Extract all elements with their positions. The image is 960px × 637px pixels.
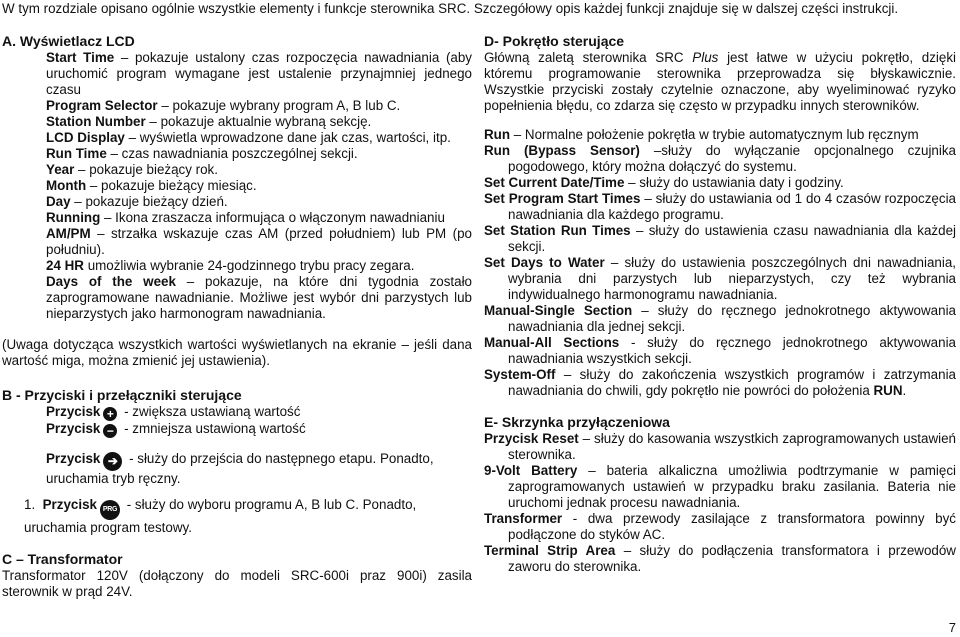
item-desc: – wyświetla wprowadzone dane jak czas, wartości, itp. [124, 130, 451, 145]
list-item: Terminal Strip Area – służy do podłączenia transformatora i przewodów zaworu do sterownika. [484, 543, 956, 574]
button-desc: - służy do wyboru programu A, B lub C. Ponadto, uruchamia program testowy. [24, 497, 417, 535]
section-a-list [2, 50, 472, 322]
item-desc: – pokazuje bieżący miesiąc. [86, 178, 257, 193]
list-item: Manual-All Sections - służy do ręcznego jednokrotnego aktywowania nawadniania wszystkich sekcji. [484, 335, 957, 366]
item-term: Days of the week [46, 274, 176, 289]
item-term: Month [46, 178, 87, 193]
section-d-intro: Główną zaletą sterownika SRC Plus jest łatwe w użyciu pokrętło, dzięki któremu programowanie sterownika przeprowadza się błyskawicznie. Wszystkie przyciski zostały czytelnie oznaczone, aby wyeliminować ryzyko popełnienia błędu, co zdarza się często w przypadku innych sterowników. [484, 50, 956, 113]
button-label: Przycisk [46, 404, 101, 419]
list-item: Transformer - dwa przewody zasilające z transformatora powinny być podłączone do styków AC. [484, 511, 956, 542]
intro-text: W tym rozdziale opisano ogólnie wszystkie elementy i funkcje sterownika SRC. Szczegółowy opis każdej funkcji znajduje się w dalszej części instrukcji. [2, 1, 899, 16]
item-term: Running [46, 210, 101, 225]
list-item [46, 258, 472, 274]
button-desc: - zmniejsza ustawioną wartość [120, 421, 306, 436]
section-d-heading: D- Pokrętło sterujące [484, 33, 625, 49]
item-desc: – pokazuje wybrany program A, B lub C. [157, 98, 401, 113]
list-item: Set Days to Water – służy do ustawienia poszczególnych dni nawadniania, wybrania dni parzystych lub nieparzystych, czy też wybrania indywidualnego harmonogramu nawadniania. [484, 255, 957, 302]
plus-button-row [46, 404, 472, 421]
section-d-list [484, 127, 956, 399]
item-desc: – Ikona zraszacza informująca o włączonym nawadnianiu [100, 210, 445, 225]
list-item: 9-Volt Battery – bateria alkaliczna umożliwia podtrzymanie w pamięci zaprogramowanych ustawień w przypadku braku zasilania. Bateria nie uruchomi jednak procesu nawadniania. [484, 463, 956, 510]
list-item [46, 130, 472, 146]
prg-button-icon: PRG [100, 500, 120, 520]
section-a-note: (Uwaga dotycząca wszystkich wartości wyświetlanych na ekranie – jeśli dana wartość miga, można zmienić jej ustawienia). [2, 337, 472, 368]
left-column [2, 33, 472, 600]
list-item [46, 194, 472, 210]
list-item: Run (Bypass Sensor) –służy do wyłączanie opcjonalnego czujnika pogodowego, który można dołączyć do systemu. [484, 143, 956, 174]
list-item [46, 226, 472, 258]
section-a-heading: A. Wyświetlacz LCD [2, 33, 135, 49]
button-label: Przycisk [46, 451, 101, 466]
list-item [46, 178, 472, 194]
prg-button-row [2, 497, 472, 536]
button-desc: - zwiększa ustawianą wartość [120, 404, 301, 419]
list-item [46, 146, 472, 162]
button-label: Przycisk [42, 497, 97, 512]
list-item: System-Off – służy do zakończenia wszystkich programów i zatrzymania nawadniania do chwili, gdy pokrętło nie powróci do położenia RUN. [484, 367, 956, 398]
item-term: Station Number [46, 114, 146, 129]
list-item [46, 50, 472, 98]
section-c-text: Transformator 120V (dołączony do modeli SRC-600i praz 900i) zasila sterownik w prąd 24V. [2, 568, 472, 599]
list-item [46, 210, 472, 226]
plus-circle-icon: + [103, 407, 117, 421]
list-item: Manual-Single Section – służy do ręcznego jednokrotnego aktywowania nawadniania dla jednej sekcji. [484, 303, 956, 334]
item-desc: – pokazuje aktualnie wybraną sekcję. [145, 114, 372, 129]
item-term: Day [46, 194, 71, 209]
section-c-heading: C – Transformator [2, 551, 123, 567]
item-desc: – pokazuje ustalony czas rozpoczęcia nawadniania (aby uruchomić program wymagane jest ustalenie przynajmniej jednego czasu [46, 50, 472, 97]
item-term: 24 HR [46, 258, 84, 273]
list-item [46, 114, 472, 130]
page-number: 7 [948, 620, 956, 635]
section-e-list [484, 431, 956, 575]
list-item [46, 274, 472, 322]
item-desc: – pokazuje bieżący dzień. [70, 194, 228, 209]
list-item: Set Station Run Times – służy do ustawienia czasu nawadniania dla każdej sekcji. [484, 223, 956, 254]
minus-circle-icon: − [103, 424, 117, 438]
right-column [484, 33, 956, 575]
next-button-row [46, 451, 472, 487]
item-desc: – pokazuje bieżący rok. [74, 162, 218, 177]
list-item [46, 162, 472, 178]
item-term: Year [46, 162, 75, 177]
section-b-list [2, 404, 472, 487]
item-term: Run Time [46, 146, 107, 161]
item-desc: – pokazuje, na które dni tygodnia zostało zaprogramowane nawadnianie. Możliwe jest wybór dni parzystych lub nieparzystych jako harmonogram nawadniania. [46, 274, 472, 321]
button-desc: - służy do przejścia do następnego etapu. Ponadto, uruchamia tryb ręczny. [46, 451, 434, 486]
item-desc: umożliwia wybranie 24-godzinnego trybu pracy zegara. [83, 258, 415, 273]
list-item: Set Current Date/Time – służy do ustawiania daty i godziny. [484, 175, 844, 190]
arrow-right-circle-icon: ➔ [103, 452, 122, 471]
item-term: LCD Display [46, 130, 125, 145]
button-label: Przycisk [46, 421, 101, 436]
item-term: Program Selector [46, 98, 158, 113]
section-e-heading: E- Skrzynka przyłączeniowa [484, 414, 670, 430]
minus-button-row [46, 421, 472, 438]
list-item: Set Program Start Times – służy do ustawiania od 1 do 4 czasów rozpoczęcia nawadniania dla każdego programu. [484, 191, 956, 222]
item-term: AM/PM [46, 226, 91, 241]
section-b-heading: B - Przyciski i przełączniki sterujące [2, 387, 242, 403]
item-desc: – czas nawadniania poszczególnej sekcji. [106, 146, 358, 161]
list-item: Run – Normalne położenie pokrętła w trybie automatycznym lub ręcznym [484, 127, 919, 142]
item-desc: – strzałka wskazuje czas AM (przed południem) lub PM (po południu). [46, 226, 472, 257]
item-term: Start Time [46, 50, 115, 65]
product-variant: Plus [692, 50, 719, 65]
list-number: 1. [24, 497, 36, 512]
list-item: Przycisk Reset – służy do kasowania wszystkich zaprogramowanych ustawień sterownika. [484, 431, 956, 462]
list-item [46, 98, 472, 114]
